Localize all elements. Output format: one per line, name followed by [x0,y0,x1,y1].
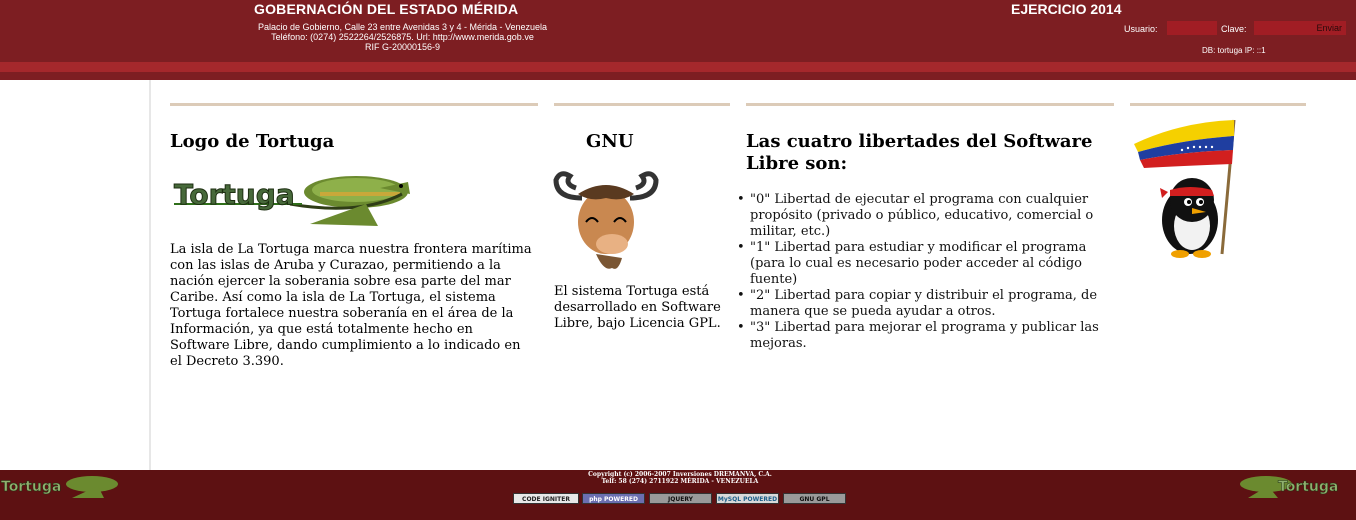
logo-section-text: La isla de La Tortuga marca nuestra frontera marítima con las islas de Aruba y Curazao, permitiendo a la nación ejercer la soberania sobre esa parte del mar Caribe. Así como la isla de La Tortuga, el sistema Tortuga fortalece nuestra soberanía en el área de la Información, ya que está totalmente hecho en Software Libre, dando cumplimiento a lo indicado en el Decreto 3.390. [170,242,532,369]
footer-logo-right-icon [1238,472,1356,502]
footer-logo-left-text: Tortuga [1,479,62,495]
mysql-badge[interactable]: MySQL POWERED [716,493,779,504]
exercise-year: EJERCICIO 2014 [1011,1,1122,17]
enviar-button[interactable]: Enviar [1296,21,1346,35]
codeigniter-badge[interactable]: CODE IGNITER [513,493,579,504]
db-info: DB: tortuga IP: ::1 [1202,46,1266,55]
usuario-input[interactable] [1167,21,1217,35]
usuario-label: Usuario: [1124,24,1158,34]
footer-phone: Telf: 58 (274) 2711922 MÉRIDA - VENEZUELA [601,478,759,485]
org-address: Palacio de Gobierno, Calle 23 entre Avenidas 3 y 4 - Mérida - Venezuela [257,22,547,32]
column-rule-mascot [1130,103,1306,106]
freedoms-section-title: Las cuatro libertades del Software Libre son: [746,131,1093,174]
header-band [0,62,1356,72]
org-rif: RIF G-20000156-9 [364,42,441,52]
gnu-head-icon [552,168,662,272]
freedom-item-1: • "1" Libertad para estudiar y modificar el programa (para lo cual es necesario poder acceder al código fuente) [750,240,1110,288]
gnu-section-text: El sistema Tortuga está desarrollado en Software Libre, bajo Licencia GPL. [554,284,721,331]
penguin-flag-mascot-icon [1130,114,1252,260]
php-badge[interactable]: php POWERED [582,493,645,504]
clave-label: Clave: [1221,24,1247,34]
tortuga-logo-text: Tortuga [174,178,295,211]
footer-copyright: Copyright (c) 2006-2007 Inversiones DREMANVA, C.A. [588,471,772,478]
footer-logo-right-text: Tortuga [1278,479,1339,495]
column-rule-logo [170,103,538,106]
gnu-section-title: GNU [586,131,634,152]
freedom-item-3: • "3" Libertad para mejorar el programa y publicar las mejoras. [750,320,1110,352]
gnu-gpl-badge[interactable]: GNU GPL [783,493,846,504]
tortuga-logo-icon [170,174,412,230]
column-rule-gnu [554,103,730,106]
freedom-item-0: • "0" Libertad de ejecutar el programa con cualquier propósito (privado o público, educativo, comercial o militar, etc.) [750,192,1110,240]
footer-logo-left-icon [0,472,122,502]
freedom-item-2: • "2" Libertad para copiar y distribuir el programa, de manera que se pueda ayudar a otros. [750,288,1110,320]
freedoms-list [750,192,1110,352]
column-rule-freedoms [746,103,1114,106]
org-contact: Teléfono: (0274) 2522264/2526875. Url: http://www.merida.gob.ve [271,32,534,42]
header-bottom [0,72,1356,80]
org-title: GOBERNACIÓN DEL ESTADO MÉRIDA [254,1,519,17]
jquery-badge[interactable]: JQUERY [649,493,712,504]
clave-input[interactable] [1254,21,1296,35]
logo-section-title: Logo de Tortuga [170,131,335,152]
